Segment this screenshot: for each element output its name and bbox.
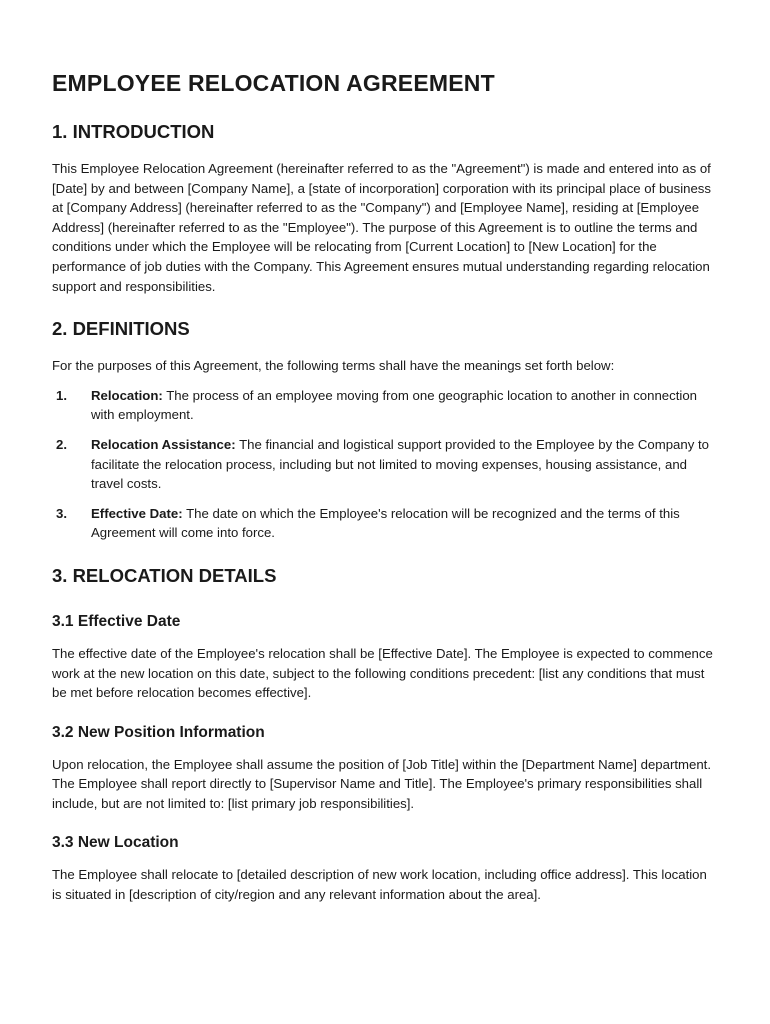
subsection-heading: 3.1 Effective Date [52, 612, 181, 630]
subsection-new-position-information [52, 724, 718, 814]
section-definitions [52, 318, 718, 543]
section-relocation-details [52, 565, 718, 905]
subsection-paragraph: Upon relocation, the Employee shall assume the position of [Job Title] within the [Department Name] department. The Employee shall report directly to [Supervisor Name and Title]. The Employee's primary responsibilities shall include, but are not limited to: [list primary job responsibilities]. [52, 756, 711, 811]
definition-term: Relocation: [91, 387, 163, 403]
subsection-new-location [52, 834, 718, 904]
definition-term: Relocation Assistance: [91, 436, 236, 452]
section-heading-introduction: 1. INTRODUCTION [52, 121, 215, 142]
definitions-list [52, 386, 718, 543]
document-title: EMPLOYEE RELOCATION AGREEMENT [52, 70, 495, 96]
subsection-paragraph: The effective date of the Employee's relocation shall be [Effective Date]. The Employee is expected to commence work at the new location on this date, subject to the following conditions precedent: [list any conditions that must be met before relocation becomes effective]. [52, 645, 713, 701]
definitions-lead-paragraph: For the purposes of this Agreement, the following terms shall have the meanings set forth below: [52, 358, 615, 374]
definition-item [52, 504, 718, 543]
definition-text: The date on which the Employee's relocation will be recognized and the terms of this Agreement will come into force. [91, 505, 680, 541]
definition-item [52, 386, 718, 425]
definition-item [52, 435, 718, 494]
introduction-paragraph: This Employee Relocation Agreement (hereinafter referred to as the "Agreement") is made and entered into as of [Date] by and between [Company Name], a [state of incorporation] corporation with its principal place of business at [Company Address] (hereinafter referred to as the "Company") and [Employee Name], residing at [Employee Address] (hereinafter referred to as the "Employee"). The purpose of this Agreement is to outline the terms and conditions under which the Employee will be relocating from [Current Location] to [New Location] for the performance of job duties with the Company. This Agreement ensures mutual understanding regarding relocation support and responsibilities. [52, 161, 711, 294]
definition-number: 1. [56, 387, 67, 403]
subsection-effective-date [52, 613, 718, 703]
definition-text: The financial and logistical support provided to the Employee by the Company to facilitate the relocation process, including but not limited to moving expenses, housing assistance, and travel costs. [91, 436, 709, 492]
definition-number: 2. [56, 436, 67, 452]
definition-text: The process of an employee moving from one geographic location to another in connection with employment. [91, 387, 698, 423]
definition-term: Effective Date: [91, 505, 183, 521]
section-heading-relocation-details: 3. RELOCATION DETAILS [52, 564, 277, 586]
subsection-paragraph: The Employee shall relocate to [detailed description of new work location, including office address]. This location is situated in [description of city/region and any relevant information about the area]. [52, 867, 707, 903]
definition-number: 3. [56, 505, 67, 521]
subsection-heading: 3.2 New Position Information [52, 723, 265, 741]
section-heading-definitions: 2. DEFINITIONS [52, 318, 190, 340]
subsection-heading: 3.3 New Location [52, 834, 179, 852]
section-introduction [52, 121, 718, 296]
